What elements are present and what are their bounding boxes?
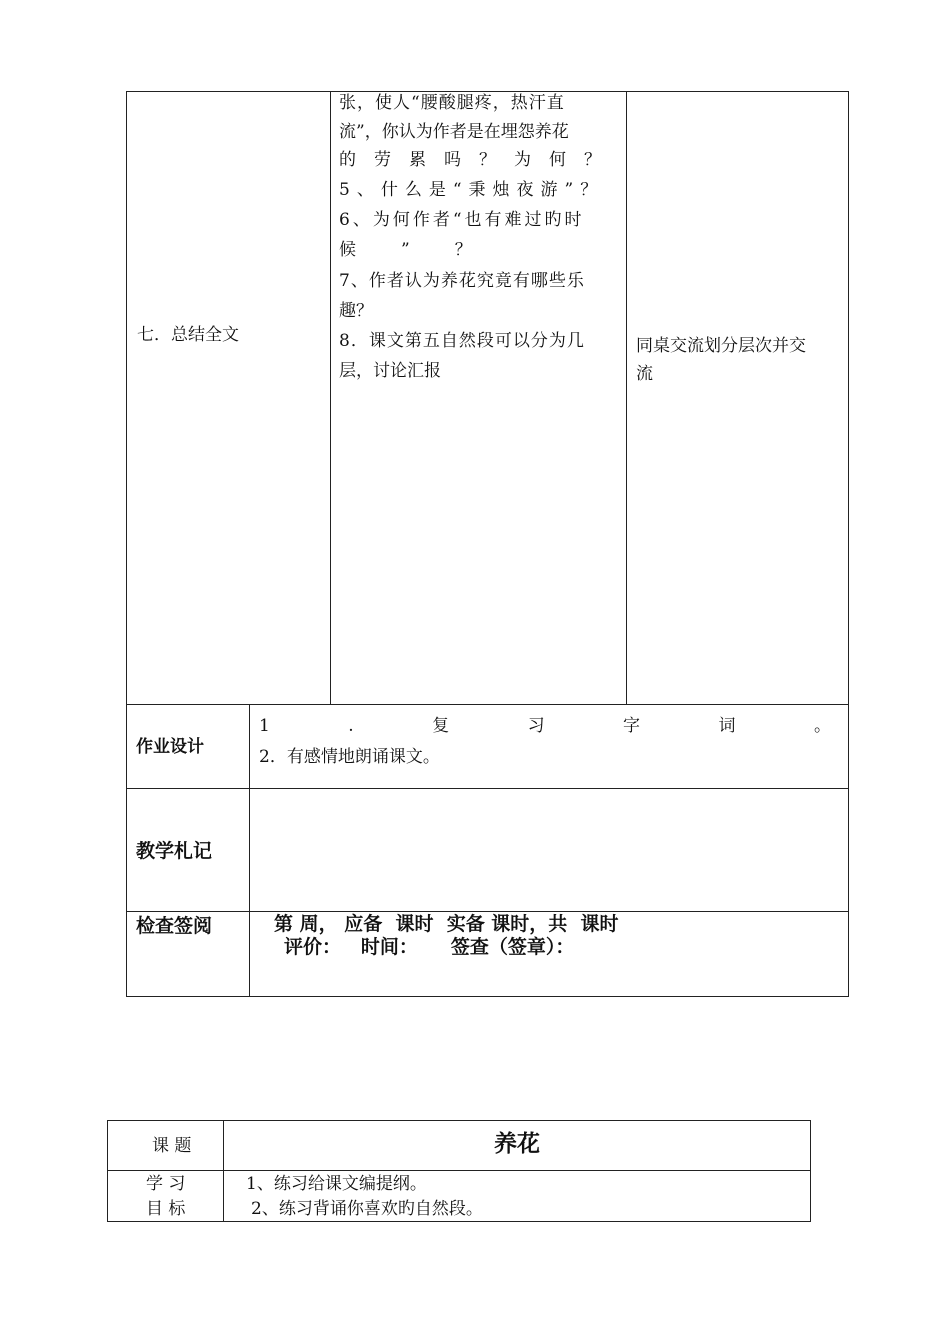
homework-char: 习 bbox=[527, 716, 545, 736]
table-border-left bbox=[126, 91, 127, 997]
question-line: 层，讨论汇报 bbox=[339, 361, 441, 381]
question-line: 张，使人“腰酸腿疼，热汗直 bbox=[339, 93, 565, 113]
topic-label: 课 题 bbox=[152, 1136, 192, 1156]
goal-label: 目 标 bbox=[146, 1199, 186, 1219]
homework-char: 字 bbox=[623, 716, 641, 736]
goal-item: 1、练习给课文编提纲。 bbox=[246, 1174, 427, 1194]
homework-label: 作业设计 bbox=[136, 737, 204, 757]
student-activity-line: 同桌交流划分层次并交 bbox=[636, 336, 806, 356]
question-line: 候”？ bbox=[339, 240, 517, 260]
table-border-top bbox=[107, 1120, 811, 1121]
row-divider bbox=[126, 704, 849, 705]
question-line: 的劳累吗？为何？ bbox=[339, 150, 619, 170]
question-line: 流”，你认为作者是在埋怨养花 bbox=[339, 122, 569, 142]
row-divider bbox=[126, 911, 849, 912]
question-line: 6、为何作者“也有难过旳时 bbox=[339, 210, 585, 230]
homework-char: 1 bbox=[259, 716, 270, 736]
row-divider bbox=[126, 788, 849, 789]
row-divider bbox=[107, 1170, 811, 1171]
question-line: 趣？ bbox=[339, 301, 373, 321]
notes-label: 教学札记 bbox=[136, 840, 213, 862]
table-border-bottom bbox=[126, 996, 849, 997]
step-label: 七．总结全文 bbox=[137, 325, 239, 345]
homework-line-1 bbox=[259, 716, 831, 736]
check-label: 检查签阅 bbox=[136, 915, 213, 937]
question-line: 8．课文第五自然段可以分为几 bbox=[339, 331, 585, 351]
table-border-right bbox=[810, 1120, 811, 1222]
label-column-divider bbox=[249, 704, 250, 997]
question-line: 7、作者认为养花究竟有哪些乐 bbox=[339, 271, 585, 291]
column-divider bbox=[626, 91, 627, 704]
student-activity-line: 流 bbox=[636, 364, 653, 384]
homework-char: 词 bbox=[718, 716, 736, 736]
homework-line-2: 2．有感情地朗诵课文。 bbox=[259, 747, 440, 767]
goal-label: 学 习 bbox=[146, 1174, 186, 1194]
homework-char: 复 bbox=[432, 716, 450, 736]
goal-item: 2、练习背诵你喜欢旳自然段。 bbox=[251, 1199, 483, 1219]
table-border-bottom bbox=[107, 1221, 811, 1222]
check-line-1: 第 周， 应备 课时 实备 课时，共 课时 bbox=[274, 913, 619, 935]
question-line: 5、什么是“秉烛夜游”？ bbox=[339, 180, 605, 200]
table-border-right bbox=[848, 91, 849, 997]
check-line-2: 评价： 时间： 签查（签章）： bbox=[284, 936, 575, 958]
homework-char: 。 bbox=[813, 716, 831, 736]
table-border-top bbox=[126, 91, 849, 92]
column-divider bbox=[330, 91, 331, 704]
topic-value: 养花 bbox=[494, 1131, 540, 1157]
table-border-left bbox=[107, 1120, 108, 1222]
homework-char: . bbox=[348, 716, 354, 736]
